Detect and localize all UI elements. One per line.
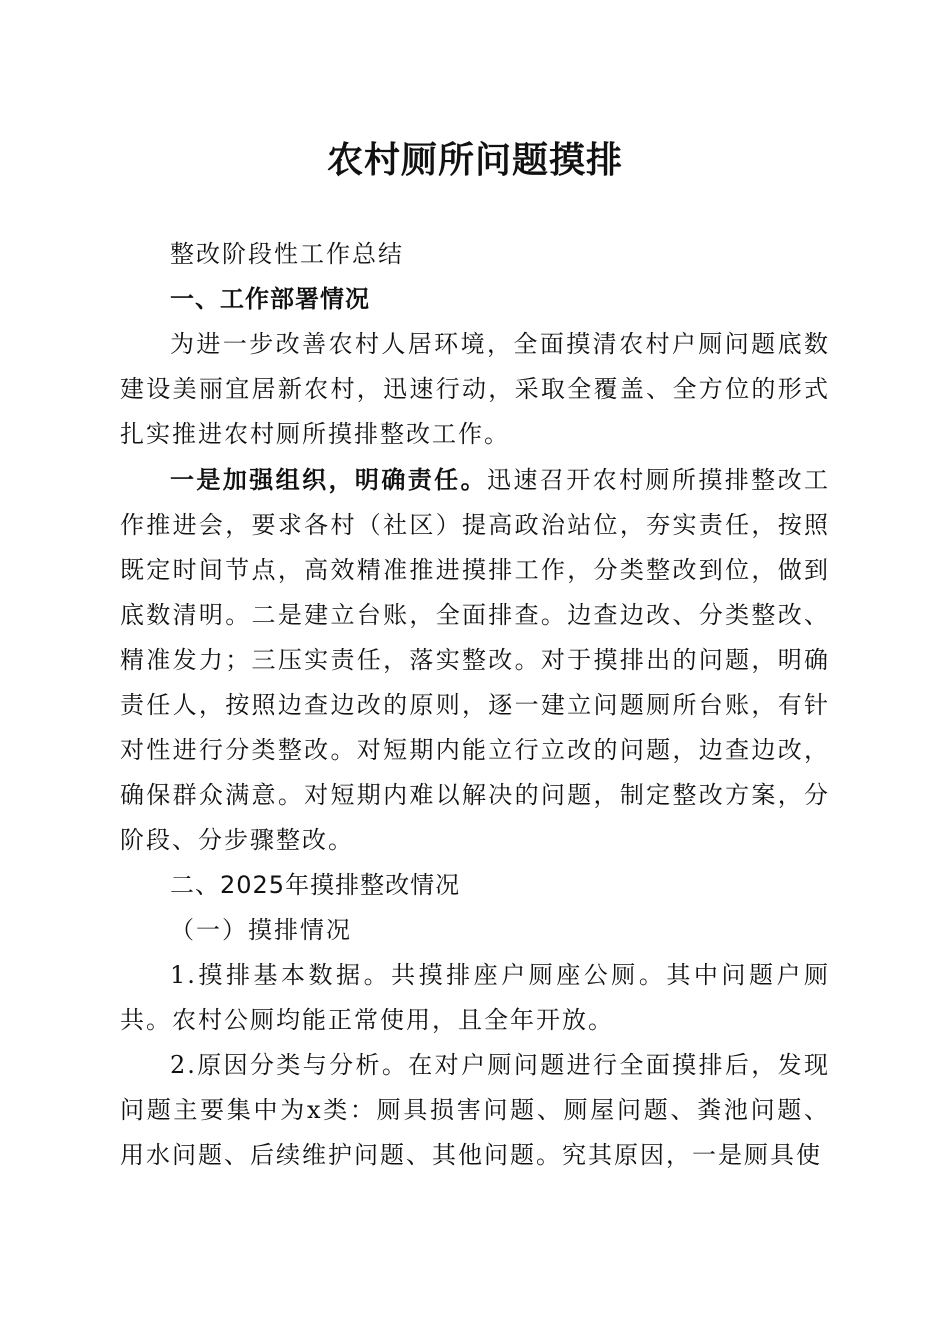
document-title: 农村厕所问题摸排: [326, 139, 623, 181]
section2-item-1: 1.摸排基本数据。共摸排座户厕座公厕。其中问题户厕共。农村公厕均能正常使用，且全年开放。: [120, 961, 830, 1034]
section1-heading: 一、工作部署情况: [170, 285, 370, 313]
section1-paragraph-2-lead: 一是加强组织，明确责任。: [170, 465, 487, 494]
document-body: [120, 232, 830, 1178]
section1-paragraph-2: [120, 457, 830, 863]
document-subtitle: 整改阶段性工作总结: [170, 240, 404, 268]
section2-subheading-1: （一）摸排情况: [170, 916, 352, 944]
section2-heading: 二、2025年摸排整改情况: [170, 871, 461, 899]
section1-paragraph-2-body: 迅速召开农村厕所摸排整改工作推进会，要求各村（社区）提高政治站位，夯实责任，按照既定时间节点，高效精准推进摸排工作，分类整改到位，做到底数清明。二是建立台账，全面排查。边查边改、分类整改、精准发力；三压实责任，落实整改。对于摸排出的问题，明确责任人，按照边查边改的原则，逐一建立问题厕所台账，有针对性进行分类整改。对短期内能立行立改的问题，边查边改，确保群众满意。对短期内难以解决的问题，制定整改方案，分阶段、分步骤整改。: [120, 466, 830, 854]
section2-item-2: 2.原因分类与分析。在对户厕问题进行全面摸排后，发现问题主要集中为x类：厕具损害问题、厕屋问题、粪池问题、用水问题、后续维护问题、其他问题。究其原因，一是厕具使: [120, 1051, 830, 1169]
section1-paragraph-1: 为进一步改善农村人居环境，全面摸清农村户厕问题底数建设美丽宜居新农村，迅速行动，采取全覆盖、全方位的形式扎实推进农村厕所摸排整改工作。: [120, 330, 830, 448]
